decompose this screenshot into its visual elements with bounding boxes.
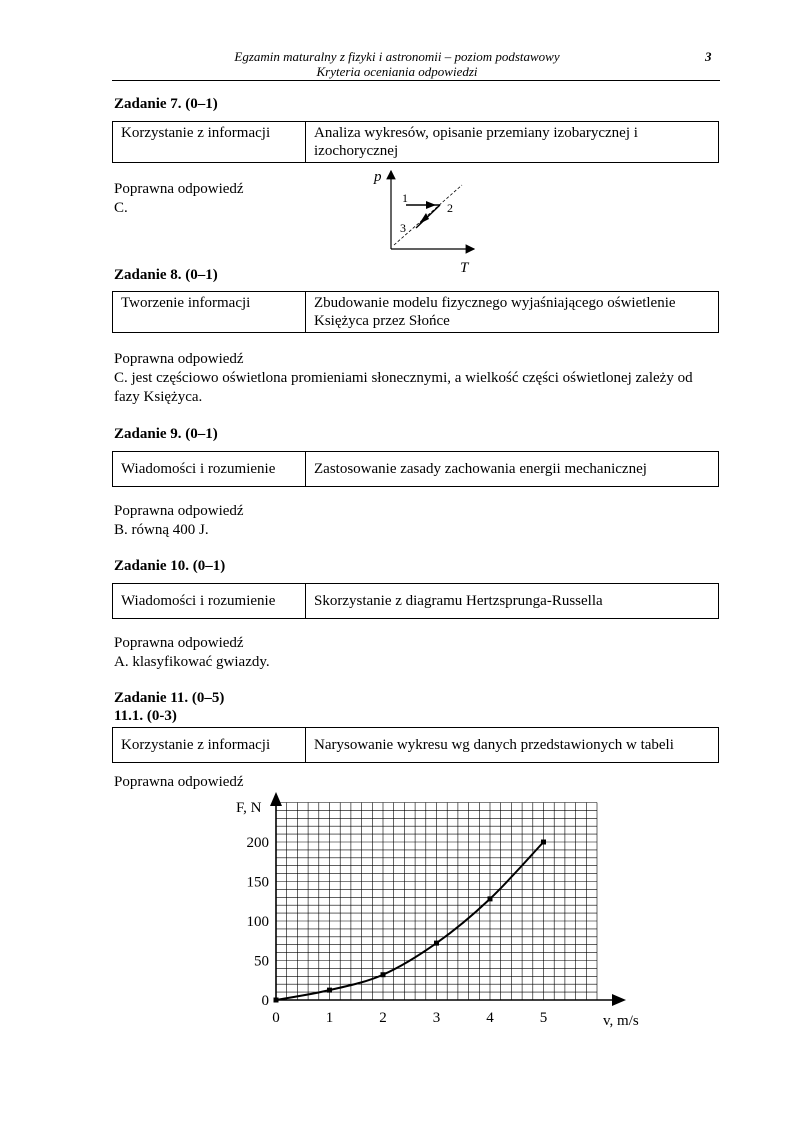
data-point: [488, 896, 493, 901]
task-9-criteria-table: [112, 451, 719, 487]
task-11-answer-label: Poprawna odpowiedź: [114, 774, 244, 790]
task-8-heading: Zadanie 8. (0–1): [114, 267, 218, 283]
y-axis-arrow-icon: [270, 792, 282, 806]
task-7-answer-label: Poprawna odpowiedź: [114, 181, 244, 197]
pt-process-2-3: [416, 205, 440, 228]
task-10-skill: Wiadomości i rozumienie: [113, 584, 306, 619]
task-7-criteria-table: [112, 121, 719, 163]
header-subtitle: Kryteria oceniania odpowiedzi: [316, 64, 478, 79]
pt-point-1-label: 1: [402, 191, 408, 205]
task-7-answer: C.: [114, 200, 128, 216]
y-tick-label: 0: [261, 993, 269, 1009]
x-tick-label: 1: [325, 1010, 334, 1026]
data-point: [274, 998, 279, 1003]
x-tick-label: 2: [379, 1010, 387, 1026]
task-9-answer-label: Poprawna odpowiedź: [114, 503, 244, 519]
task-11-heading: Zadanie 11. (0–5): [114, 690, 225, 706]
task-8-answer-label: Poprawna odpowiedź: [114, 351, 244, 367]
x-tick-label: 5: [539, 1010, 548, 1026]
task-11-criteria-table: [112, 727, 719, 763]
header-title: Egzamin maturalny z fizyki i astronomii – poziom podstawowy: [234, 49, 560, 64]
task-8-criteria-table: [112, 291, 719, 333]
pt-diagram: [360, 165, 490, 280]
y-tick-label: 150: [246, 874, 269, 891]
pt-point-2-label: 2: [447, 201, 453, 215]
chart-axes: [270, 792, 626, 1006]
page-number: 3: [705, 49, 712, 64]
task-11-1-subheading: 11.1. (0-3): [114, 708, 177, 724]
data-point: [541, 840, 546, 845]
task-7-requirement: Analiza wykresów, opisanie przemiany izobarycznej i izochorycznej: [306, 122, 719, 163]
data-point: [381, 972, 386, 977]
task-9-answer: B. równą 400 J.: [114, 522, 209, 538]
task-10-answer: A. klasyfikować gwiazdy.: [114, 654, 270, 670]
pt-arrow-down-icon: [419, 213, 429, 224]
task-11-skill: Korzystanie z informacji: [113, 728, 306, 763]
task-9-requirement: Zastosowanie zasady zachowania energii mechanicznej: [306, 452, 719, 487]
chart-x-axis-label: v, m/s: [603, 1013, 639, 1029]
task-7-heading: Zadanie 7. (0–1): [114, 96, 218, 112]
pt-point-3-label: 3: [400, 221, 406, 235]
task-10-heading: Zadanie 10. (0–1): [114, 558, 226, 574]
task-8-answer: C. jest częściowo oświetlona promieniami słonecznymi, a wielkość części oświetlonej zależy od fazy Księżyca.: [114, 370, 693, 405]
x-tick-label: 3: [432, 1010, 441, 1026]
task-10-answer-label: Poprawna odpowiedź: [114, 635, 244, 651]
x-tick-label: 4: [486, 1010, 494, 1026]
task-10-criteria-table: [112, 583, 719, 619]
x-axis-arrow-icon: [612, 994, 626, 1006]
task-10-requirement: Skorzystanie z diagramu Hertzsprunga-Russella: [306, 584, 719, 619]
header-divider: [112, 80, 720, 81]
y-tick-label: 200: [246, 835, 269, 851]
task-9-skill: Wiadomości i rozumienie: [113, 452, 306, 487]
task-7-skill: Korzystanie z informacji: [113, 122, 306, 163]
force-velocity-chart: [220, 790, 660, 1035]
pt-y-label: p: [374, 169, 382, 185]
chart-y-axis-label: F, N: [236, 800, 262, 816]
task-9-heading: Zadanie 9. (0–1): [114, 426, 218, 442]
chart-grid: [276, 803, 597, 1001]
data-point: [434, 941, 439, 946]
pt-x-label: T: [460, 260, 469, 276]
task-8-skill: Tworzenie informacji: [113, 292, 306, 333]
task-11-requirement: Narysowanie wykresu wg danych przedstawionych w tabeli: [306, 728, 719, 763]
x-tick-label: 0: [272, 1010, 280, 1026]
data-point: [327, 988, 332, 993]
task-8-requirement: Zbudowanie modelu fizycznego wyjaśniającego oświetlenie Księżyca przez Słońce: [306, 292, 719, 333]
pt-arrow-right-icon: [426, 201, 436, 209]
y-tick-label: 50: [254, 953, 269, 970]
y-tick-label: 100: [246, 914, 269, 930]
